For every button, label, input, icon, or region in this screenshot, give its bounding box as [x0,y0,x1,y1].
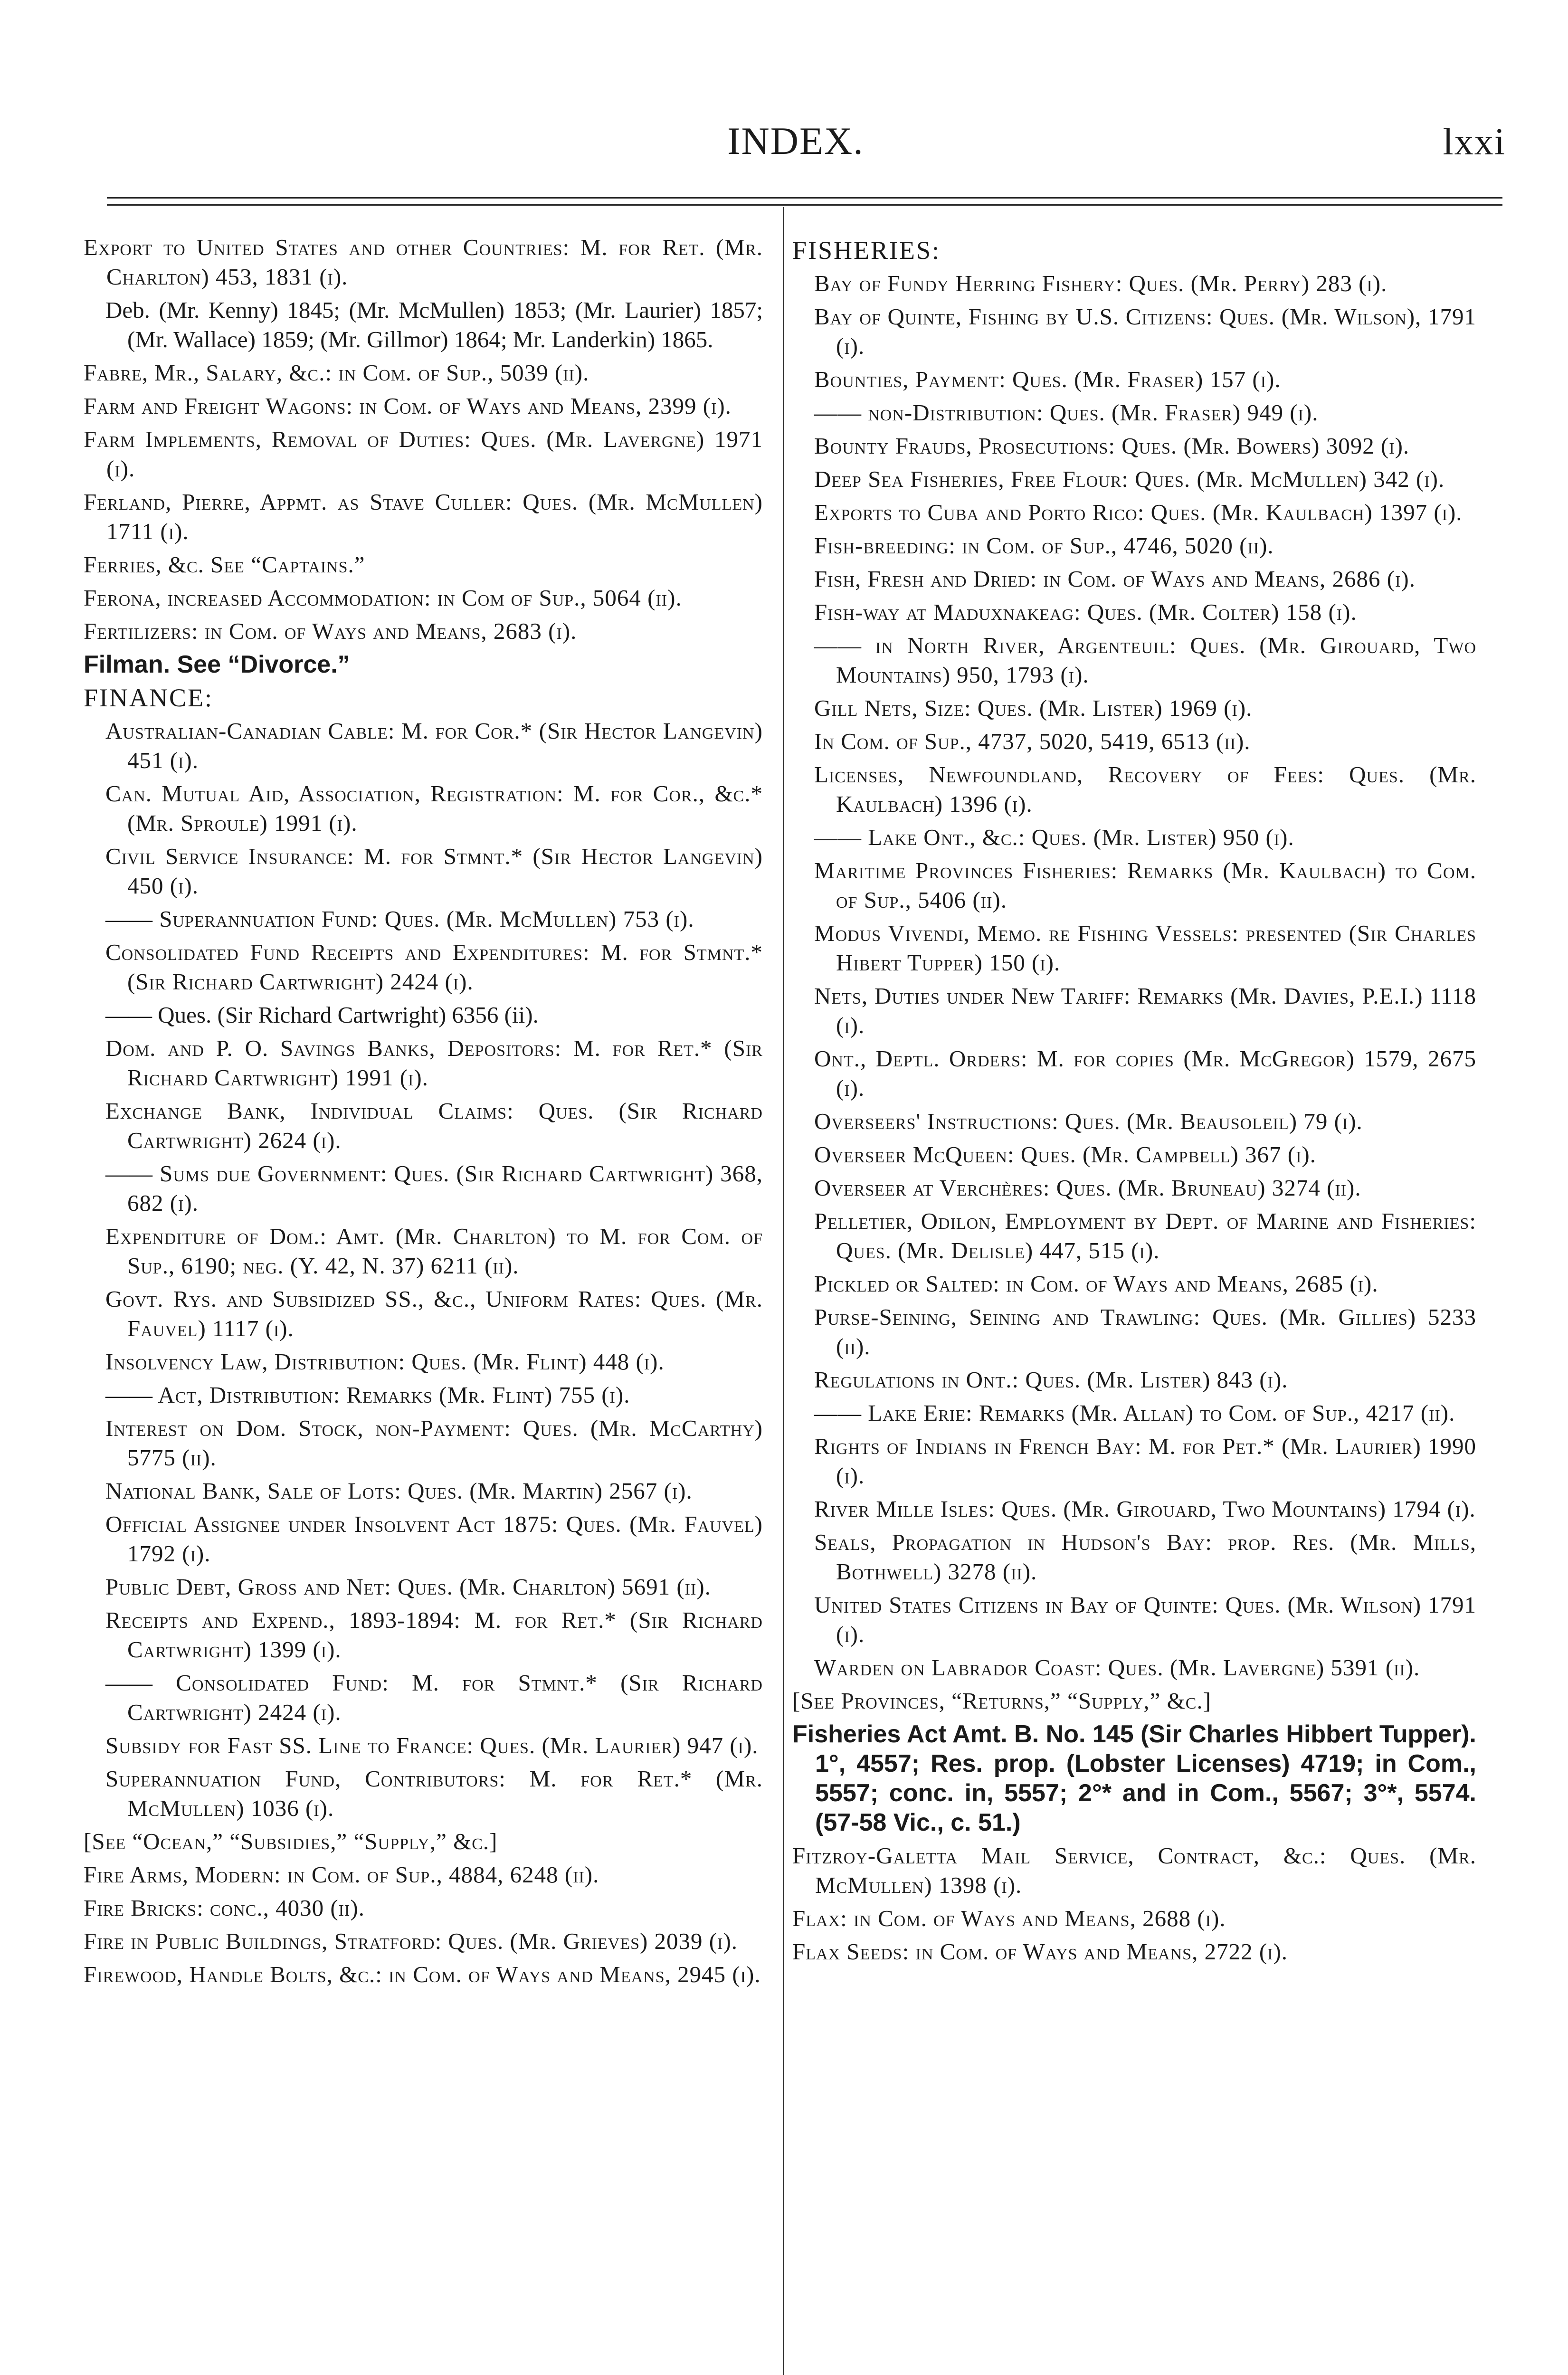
index-entry: Export to United States and other Countries: M. for Ret. (Mr. Charlton) 453, 1831 (i). [84,234,763,290]
index-subentry: Australian-Canadian Cable: M. for Cor.* (Sir Hector Langevin) 451 (i). [105,718,763,773]
index-entry: Farm Implements, Removal of Duties: Ques. (Mr. Lavergne) 1971 (i). [84,426,763,482]
index-subentry: —— Act, Distribution: Remarks (Mr. Flint) 755 (i). [105,1382,630,1408]
index-entry: Farm and Freight Wagons: in Com. of Ways and Means, 2399 (i). [84,393,732,419]
index-entry: Firewood, Handle Bolts, &c.: in Com. of Ways and Means, 2945 (i). [84,1961,761,1987]
index-subentry: Pelletier, Odilon, Employment by Dept. of Marine and Fisheries: Ques. (Mr. Delisle) 447, 515 (i). [814,1208,1476,1264]
index-subentry: Seals, Propagation in Hudson's Bay: prop. Res. (Mr. Mills, Bothwell) 3278 (ii). [814,1529,1476,1585]
index-subentry: Fish-breeding: in Com. of Sup., 4746, 5020 (ii). [814,532,1274,559]
index-entry: Ferona, increased Accommodation: in Com of Sup., 5064 (ii). [84,585,682,611]
index-subentry: Pickled or Salted: in Com. of Ways and Means, 2685 (i). [814,1271,1378,1297]
section-heading-fisheries: FISHERIES: [792,236,941,265]
index-subentry: Exchange Bank, Individual Claims: Ques. (Sir Richard Cartwright) 2624 (i). [105,1098,763,1153]
page-number: lxxi [1443,121,1506,163]
index-entry-bold: Filman. See “Divorce.” [84,651,350,678]
index-subentry: Civil Service Insurance: M. for Stmnt.* (Sir Hector Langevin) 450 (i). [105,843,763,899]
index-entry: Fitzroy-Galetta Mail Service, Contract, &c.: Ques. (Mr. McMullen) 1398 (i). [792,1843,1476,1898]
index-subentry: Deep Sea Fisheries, Free Flour: Ques. (Mr. McMullen) 342 (i). [814,466,1445,492]
index-entry: Flax Seeds: in Com. of Ways and Means, 2722 (i). [792,1938,1288,1965]
index-subentry: National Bank, Sale of Lots: Ques. (Mr. Martin) 2567 (i). [105,1478,693,1504]
index-subentry: —— non-Distribution: Ques. (Mr. Fraser) 949 (i). [814,399,1319,426]
index-subentry: Can. Mutual Aid, Association, Registration: M. for Cor., &c.* (Mr. Sproule) 1991 (i). [105,780,763,836]
index-entry: Fabre, Mr., Salary, &c.: in Com. of Sup., 5039 (ii). [84,360,589,386]
index-subentry: United States Citizens in Bay of Quinte: Ques. (Mr. Wilson) 1791 (i). [814,1592,1477,1647]
index-subentry: Bounties, Payment: Ques. (Mr. Fraser) 157 (i). [814,366,1281,392]
index-subentry: Nets, Duties under New Tariff: Remarks (Mr. Davies, P.E.I.) 1118 (i). [814,983,1476,1038]
index-subentry: Overseers' Instructions: Ques. (Mr. Beausoleil) 79 (i). [814,1108,1363,1134]
index-subentry: Subsidy for Fast SS. Line to France: Ques. (Mr. Laurier) 947 (i). [105,1732,759,1758]
see-also-note: [See “Ocean,” “Subsidies,” “Supply,” &c.] [84,1828,498,1854]
page-title: INDEX. [727,119,864,162]
index-subentry: Exports to Cuba and Porto Rico: Ques. (Mr. Kaulbach) 1397 (i). [814,499,1463,525]
index-subentry: Fish-way at Maduxnakeag: Ques. (Mr. Colter) 158 (i). [814,599,1357,625]
index-subentry: River Mille Isles: Ques. (Mr. Girouard, Two Mountains) 1794 (i). [814,1496,1476,1522]
index-subentry: Purse-Seining, Seining and Trawling: Ques. (Mr. Gillies) 5233 (ii). [814,1304,1476,1359]
index-subentry: Superannuation Fund, Contributors: M. for Ret.* (Mr. McMullen) 1036 (i). [105,1766,763,1821]
index-subentry: Licenses, Newfoundland, Recovery of Fees: Ques. (Mr. Kaulbach) 1396 (i). [814,761,1476,817]
index-subentry: —— Sums due Government: Ques. (Sir Richard Cartwright) 368, 682 (i). [105,1160,763,1216]
index-subentry: Warden on Labrador Coast: Ques. (Mr. Lavergne) 5391 (ii). [814,1654,1420,1681]
index-subentry: —— Lake Erie: Remarks (Mr. Allan) to Com. of Sup., 4217 (ii). [814,1400,1455,1426]
index-subentry: Modus Vivendi, Memo. re Fishing Vessels: presented (Sir Charles Hibert Tupper) 150 (i). [814,920,1476,976]
index-subentry: Receipts and Expend., 1893-1894: M. for Ret.* (Sir Richard Cartwright) 1399 (i). [105,1607,763,1662]
index-subentry: Insolvency Law, Distribution: Ques. (Mr. Flint) 448 (i). [105,1349,665,1375]
page-header [86,119,1506,180]
index-subentry: Expenditure of Dom.: Amt. (Mr. Charlton) to M. for Com. of Sup., 6190; neg. (Y. 42, N. 37) 6211 (ii). [105,1223,763,1279]
index-entry-bold: Fisheries Act Amt. B. No. 145 (Sir Charles Hibbert Tupper). 1°, 4557; Res. prop. (Lobster Licenses) 4719; in Com., 5557; conc. in, 5557; 2°* and in Com., 5567; 3°*, 5574. (57-58 Vic., c. 51.) [792,1720,1476,1836]
index-subentry: In Com. of Sup., 4737, 5020, 5419, 6513 (ii). [814,728,1251,754]
header-rule-bottom [107,204,1502,206]
index-subentry: —— Lake Ont., &c.: Ques. (Mr. Lister) 950 (i). [814,824,1294,850]
index-subentry: —— Consolidated Fund: M. for Stmnt.* (Sir Richard Cartwright) 2424 (i). [105,1670,763,1725]
index-subentry: Regulations in Ont.: Ques. (Mr. Lister) 843 (i). [814,1367,1288,1393]
index-subentry: —— in North River, Argenteuil: Ques. (Mr. Girouard, Two Mountains) 950, 1793 (i). [814,632,1476,688]
see-also-note: [See Provinces, “Returns,” “Supply,” &c.] [792,1688,1211,1714]
header-rule-top [107,197,1502,199]
index-subentry: Overseer at Verchères: Ques. (Mr. Bruneau) 3274 (ii). [814,1175,1361,1201]
index-subentry: —— Ques. (Sir Richard Cartwright) 6356 (ii). [105,1002,539,1028]
index-subentry: Bay of Fundy Herring Fishery: Ques. (Mr. Perry) 283 (i). [814,270,1387,296]
column-divider [783,207,784,2375]
index-subentry: Gill Nets, Size: Ques. (Mr. Lister) 1969 (i). [814,695,1253,721]
index-entry: Ferries, &c. See “Captains.” [84,551,365,578]
index-subentry: Ont., Deptl. Orders: M. for copies (Mr. McGregor) 1579, 2675 (i). [814,1045,1476,1101]
right-column [792,233,1476,1970]
index-subentry: Rights of Indians in French Bay: M. for Pet.* (Mr. Laurier) 1990 (i). [814,1433,1476,1489]
index-subentry: Overseer McQueen: Ques. (Mr. Campbell) 367 (i). [814,1141,1316,1168]
index-subentry: Govt. Rys. and Subsidized SS., &c., Uniform Rates: Ques. (Mr. Fauvel) 1117 (i). [105,1286,763,1341]
section-heading-finance: FINANCE: [84,684,214,712]
index-entry: Fire in Public Buildings, Stratford: Ques. (Mr. Grieves) 2039 (i). [84,1928,738,1954]
index-subentry: Consolidated Fund Receipts and Expenditures: M. for Stmnt.* (Sir Richard Cartwright) 2424 (i). [105,939,763,995]
index-subentry: Bounty Frauds, Prosecutions: Ques. (Mr. Bowers) 3092 (i). [814,433,1410,459]
index-subentry: —— Superannuation Fund: Ques. (Mr. McMullen) 753 (i). [105,906,694,932]
index-subentry: Official Assignee under Insolvent Act 1875: Ques. (Mr. Fauvel) 1792 (i). [105,1511,763,1567]
index-entry: Ferland, Pierre, Appmt. as Stave Culler: Ques. (Mr. McMullen) 1711 (i). [84,489,763,544]
index-entry: Fire Arms, Modern: in Com. of Sup., 4884, 6248 (ii). [84,1862,599,1888]
index-subentry: Maritime Provinces Fisheries: Remarks (Mr. Kaulbach) to Com. of Sup., 5406 (ii). [814,857,1476,913]
index-entry: Flax: in Com. of Ways and Means, 2688 (i). [792,1905,1226,1931]
index-subentry: Public Debt, Gross and Net: Ques. (Mr. Charlton) 5691 (ii). [105,1574,711,1600]
index-subentry: Bay of Quinte, Fishing by U.S. Citizens: Ques. (Mr. Wilson), 1791 (i). [814,304,1476,359]
index-entry: Fertilizers: in Com. of Ways and Means, 2683 (i). [84,618,577,644]
index-entry: Fire Bricks: conc., 4030 (ii). [84,1895,365,1921]
index-subentry: Dom. and P. O. Savings Banks, Depositors: M. for Ret.* (Sir Richard Cartwright) 1991 (i). [105,1035,763,1091]
left-column [84,233,763,1993]
index-subentry: Deb. (Mr. Kenny) 1845; (Mr. McMullen) 1853; (Mr. Laurier) 1857; (Mr. Wallace) 1859; (Mr. Gillmor) 1864; Mr. Landerkin) 1865. [105,297,763,352]
index-subentry: Fish, Fresh and Dried: in Com. of Ways and Means, 2686 (i). [814,566,1416,592]
index-subentry: Interest on Dom. Stock, non-Payment: Ques. (Mr. McCarthy) 5775 (ii). [105,1415,763,1471]
